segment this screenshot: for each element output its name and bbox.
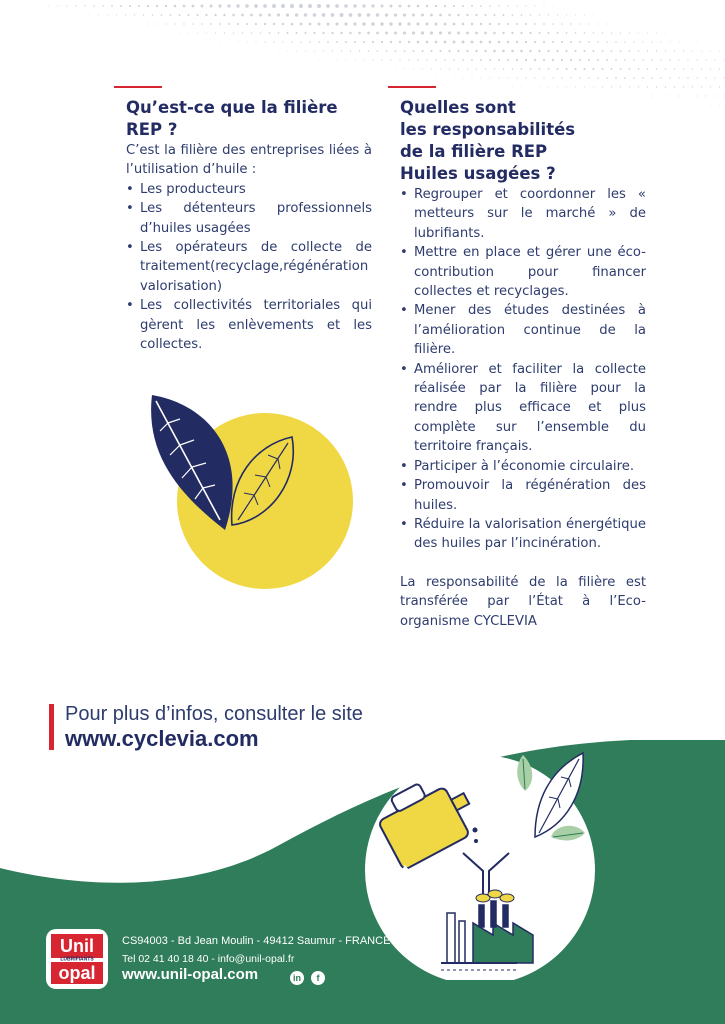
logo-middle-text: LUBRIFIANTS xyxy=(60,956,94,963)
section-body-1 xyxy=(126,141,372,354)
section-title-2 xyxy=(400,97,646,185)
rep-definition-section xyxy=(126,97,372,354)
recycling-illustration xyxy=(355,745,655,980)
title-accent-rule-1 xyxy=(114,86,162,88)
leaves-sun-illustration xyxy=(140,385,365,600)
list-item: • Les collectivités territoriales qui gèrent les enlèvements et les collectes. xyxy=(126,296,372,354)
list-item: • Regrouper et coordonner les « metteurs sur le marché » de lubrifiants. xyxy=(400,185,646,243)
list-item: • Mener des études destinées à l’amélioration continue de la filière. xyxy=(400,301,646,359)
cyclevia-link[interactable]: www.cyclevia.com xyxy=(65,726,259,751)
intro-text: C’est la filière des entreprises liées à l’utilisation d’huile : xyxy=(126,143,372,178)
title-1-line-2: REP ? xyxy=(126,120,178,139)
section-body-2 xyxy=(400,185,646,631)
info-text: Pour plus d’infos, consulter le site xyxy=(65,703,363,725)
list-item: • Les détenteurs professionnels d’huiles usagées xyxy=(126,199,372,238)
responsibilities-list xyxy=(400,185,646,554)
linkedin-icon[interactable]: in xyxy=(290,971,304,985)
logo-top-text: Unil xyxy=(60,936,94,956)
footer-address: CS94003 - Bd Jean Moulin - 49412 Saumur - FRANCE xyxy=(122,935,391,947)
rep-responsibilities-section xyxy=(400,97,646,631)
list-item: • Promouvoir la régénération des huiles. xyxy=(400,476,646,515)
section-title-1 xyxy=(126,97,372,141)
closing-text: La responsabilité de la filière est transférée par l’État à l’Eco-organisme CYCLEVIA xyxy=(400,574,646,629)
list-item: • Améliorer et faciliter la collecte réalisée par la filière pour la rendre plus efficace et plus complète sur l’ensemble du territoire français. xyxy=(400,360,646,457)
title-2-line-1: Quelles sont xyxy=(400,98,516,117)
list-item: • Mettre en place et gérer une éco-contribution pour financer collectes et recyclages. xyxy=(400,243,646,301)
title-2-line-4: Huiles usagées ? xyxy=(400,164,556,183)
footer-website-link[interactable]: www.unil-opal.com xyxy=(122,966,259,983)
list-item: • Participer à l’économie circulaire. xyxy=(400,457,646,476)
title-1-line-1: Qu’est-ce que la filière xyxy=(126,98,338,117)
title-accent-rule-2 xyxy=(388,86,436,88)
actors-list xyxy=(126,180,372,355)
list-item: • Les opérateurs de collecte de traitement(recyclage,régénération valorisation) xyxy=(126,238,372,296)
list-item: • Réduire la valorisation énergétique des huiles par l’incinération. xyxy=(400,515,646,554)
title-2-line-2: les responsabilités xyxy=(400,120,576,139)
logo-bottom-text: opal xyxy=(58,963,96,983)
unil-opal-logo xyxy=(45,928,109,990)
list-item: • Les producteurs xyxy=(126,180,372,199)
facebook-icon[interactable]: f xyxy=(311,971,325,985)
title-2-line-3: de la filière REP xyxy=(400,142,548,161)
footer-contact: Tel 02 41 40 18 40 - info@unil-opal.fr xyxy=(122,953,295,965)
